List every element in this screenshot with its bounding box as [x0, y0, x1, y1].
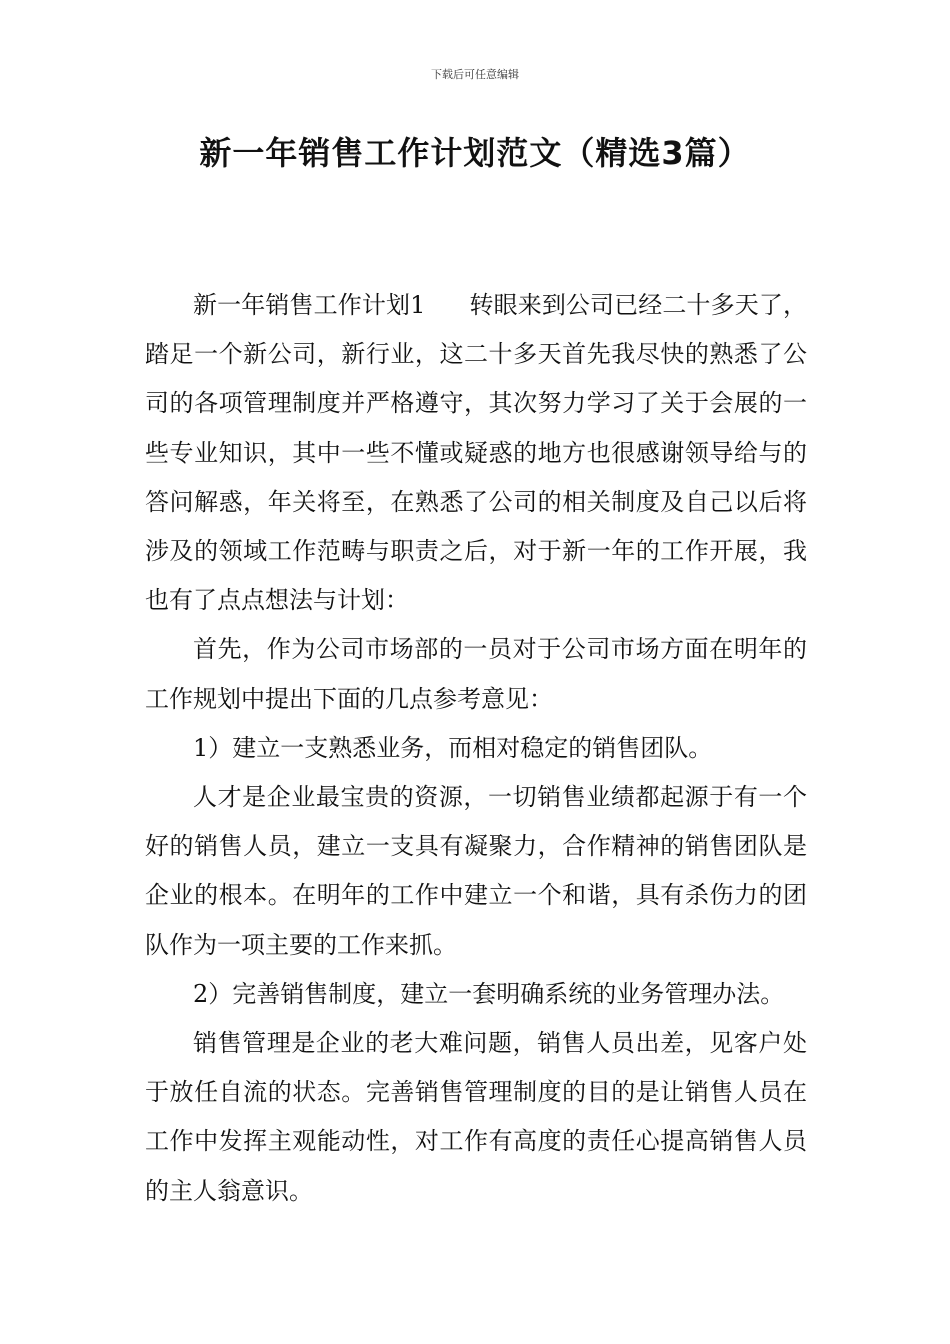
document-body [145, 281, 807, 1216]
document-title: 新一年销售工作计划范文（精选3篇） [199, 134, 751, 172]
paragraph-2: 首先，作为公司市场部的一员对于公司市场方面在明年的工作规划中提出下面的几点参考意见： [145, 635, 807, 713]
paragraph-3: 1）建立一支熟悉业务，而相对稳定的销售团队。 [193, 733, 713, 762]
paragraph-1 [145, 281, 807, 625]
section-heading: 新一年销售工作计划1 [193, 291, 426, 319]
paragraph-4: 人才是企业最宝贵的资源，一切销售业绩都起源于有一个好的销售人员，建立一支具有凝聚力，合作精神的销售团队是企业的根本。在明年的工作中建立一个和谐，具有杀伤力的团队作为一项主要的工作来抓。 [145, 783, 807, 959]
header-note: 下载后可任意编辑 [431, 68, 519, 81]
paragraph-5: 2）完善销售制度，建立一套明确系统的业务管理办法。 [193, 979, 785, 1008]
paragraph-6: 销售管理是企业的老大难问题，销售人员出差，见客户处于放任自流的状态。完善销售管理制度的目的是让销售人员在工作中发挥主观能动性，对工作有高度的责任心提高销售人员的主人翁意识。 [145, 1029, 807, 1205]
paragraph-1-text: 转眼来到公司已经二十多天了，踏足一个新公司，新行业，这二十多天首先我尽快的熟悉了公司的各项管理制度并严格遵守，其次努力学习了关于会展的一些专业知识，其中一些不懂或疑惑的地方也很感谢领导给与的答问解惑，年关将至，在熟悉了公司的相关制度及自己以后将涉及的领域工作范畴与职责之后，对于新一年的工作开展，我也有了点点想法与计划： [145, 291, 807, 615]
